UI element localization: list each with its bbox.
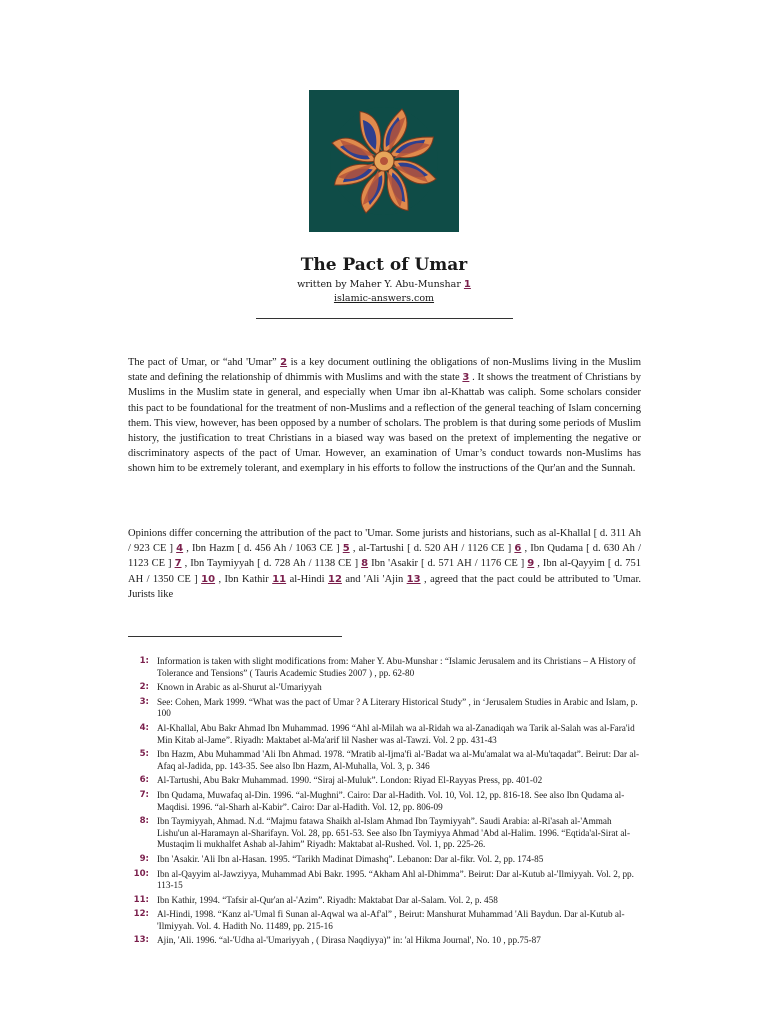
- footnote-text: Ibn 'Asakir. 'Ali Ibn al-Hasan. 1995. “Tarikh Madinat Dimashq”. Lebanon: Dar al-fikr. Vol. 2, pp. 174-85: [157, 853, 544, 864]
- footnote-number[interactable]: 7:: [139, 789, 149, 800]
- footnote-3: [125, 697, 645, 720]
- paragraph-text: . It shows the treatment of Christians by Muslims in the Muslim state in general, and especially when Umar ibn al-Khattab was caliph. Some scholars consider this pact to be foundational for the treatment of non-Muslims and a reflection of the general teaching of Islam concerning them. This view, however, has been opposed by a number of scholars. The problem is that during some periods of Muslim history, the justification to treat Christians in a biased way was based on the pretext of implementing the negative or discriminatory aspects of the pact of Umar. However, an examination of Umar’s conduct towards non-Muslims has shown him to be extremely tolerant, and exemplary in his efforts to follow the instructions of the Qur'an and the Sunnah.: [128, 372, 641, 475]
- paragraph-text: Ibn 'Asakir [ d. 571 AH / 1176 CE ]: [368, 558, 528, 570]
- paragraph-text: , al-Tartushi [ d. 520 AH / 1126 CE ]: [349, 543, 515, 555]
- footnote-13: [125, 935, 645, 947]
- footnote-number[interactable]: 5:: [139, 749, 149, 760]
- footnote-text: Al-Tartushi, Abu Bakr Muhammad. 1990. “Siraj al-Muluk”. London: Riyad El-Rayyas Press, pp. 401-02: [157, 775, 543, 786]
- footnote-11: [125, 895, 645, 907]
- footnotes-list: [125, 656, 645, 950]
- footnote-10: [125, 869, 645, 892]
- footnote-ref-7[interactable]: 7: [174, 558, 182, 570]
- footnote-4: [125, 723, 645, 746]
- paragraph-text: , Ibn Qudama [ d. 630 Ah / 1123 CE ]: [128, 543, 641, 570]
- paragraph-text: , Ibn al-Qayyim [ d. 751 AH / 1350 CE ]: [128, 558, 641, 585]
- footnote-text: Ibn Hazm, Abu Muhammad 'Ali Ibn Ahmad. 1978. “Mratib al-Ijma'fi al-'Badat wa al-Mu'amalat wa al-Mu'taqadat”. Beirut: Dar al-Afaq al-Jadida, pp. 143-35. See also Ibn Hazm, Al-Muhalla, Vol. 3, p. 346: [157, 749, 640, 771]
- footnote-number[interactable]: 6:: [139, 775, 149, 786]
- paragraph-text: The pact of Umar, or “ahd 'Umar”: [128, 357, 281, 368]
- footnote-ref-1[interactable]: 1: [463, 279, 471, 290]
- intro-paragraph: [128, 355, 641, 477]
- paragraph-text: , Ibn Hazm [ d. 456 Ah / 1063 CE ]: [183, 543, 343, 555]
- footnote-7: [125, 790, 645, 813]
- page-title: The Pact of Umar: [300, 255, 468, 275]
- footnote-ref-5[interactable]: 5: [342, 543, 350, 555]
- footnote-2: [125, 682, 645, 694]
- footnote-number[interactable]: 13:: [133, 935, 149, 946]
- byline-author: written by Maher Y. Abu-Munshar: [297, 279, 461, 290]
- footnote-number[interactable]: 1:: [139, 656, 149, 666]
- rosette-emblem: [309, 90, 459, 232]
- footnote-ref-12[interactable]: 12: [328, 573, 342, 585]
- footnote-number[interactable]: 3:: [139, 696, 149, 707]
- footnote-ref-13[interactable]: 13: [406, 573, 421, 585]
- footnote-text: Information is taken with slight modifications from: Maher Y. Abu-Munshar : “Islamic Jerusalem and its Christians – A History of Tolerance and Tensions” ( Tauris Academic Studies 2007 ) , pp. 62-80: [157, 656, 636, 678]
- footnote-number[interactable]: 10:: [133, 868, 149, 879]
- footnote-ref-10[interactable]: 10: [201, 573, 216, 585]
- footnote-text: Al-Hindi, 1998. “Kanz al-'Umal fi Sunan al-Aqwal wa al-Af'al” , Beirut: Manshurat Muhammad 'Ali Baydun. Dar al-Kutub al-'Ilmiyyah. Vol. 4. Hadith No. 11489, pp. 215-16: [157, 909, 625, 931]
- paragraph-text: is a key document outlining the obligations of non-Muslims living in the Muslim state and defining the relationship of dhimmis with Muslims and with the state: [128, 357, 641, 384]
- footnote-text: Al-Khallal, Abu Bakr Ahmad Ibn Muhammad. 1996 “Ahl al-Milah wa al-Ridah wa al-Zanadiqah wa Tarik al-Salah was al-Fara'id Min Kitab al-Jame”. Riyadh: Maktabet al-Ma'arif lil Nasher was al-Tawzi. Vol. 2 pp. 431-43: [157, 722, 635, 745]
- title-divider: [256, 318, 513, 319]
- footnote-text: Known in Arabic as al-Shurut al-'Umariyyah: [157, 682, 322, 693]
- footnote-text: See: Cohen, Mark 1999. “What was the pact of Umar ? A Literary Historical Study” , in ‘Jerusalem Studies in Arabic and Islam, p. 100: [157, 696, 638, 719]
- footnote-ref-2[interactable]: 2: [280, 357, 288, 368]
- byline: [0, 279, 768, 290]
- footnote-8: [125, 816, 645, 851]
- footnote-number[interactable]: 11:: [133, 894, 149, 905]
- paragraph-text: , Ibn Kathir: [215, 573, 273, 585]
- footnote-ref-8[interactable]: 8: [361, 558, 369, 570]
- footnote-text: Ibn al-Qayyim al-Jawziyya, Muhammad Abi Bakr. 1995. “Akham Ahl al-Dhimma”. Beirut: Dar al-Kutub al-'Ilmiyyah. Vol. 2, pp. 113-15: [157, 868, 634, 891]
- footnote-ref-3[interactable]: 3: [462, 372, 470, 384]
- paragraph-text: and 'Ali 'Ajin: [341, 573, 407, 585]
- footnote-number[interactable]: 9:: [139, 853, 149, 864]
- footnote-text: Ajin, 'Ali. 1996. “al-'Udha al-'Umariyyah , ( Dirasa Naqdiyya)” in: 'al Hikma Journal', No. 10 , pp.75-87: [157, 935, 541, 946]
- footnote-ref-11[interactable]: 11: [272, 573, 287, 585]
- footnote-number[interactable]: 8:: [139, 816, 149, 827]
- paragraph-text: al-Hindi: [286, 573, 328, 585]
- attribution-paragraph: [128, 526, 641, 602]
- paragraph-text: , Ibn Taymiyyah [ d. 728 Ah / 1138 CE ]: [181, 558, 362, 570]
- source-link[interactable]: islamic-answers.com: [333, 293, 435, 304]
- footnote-ref-9[interactable]: 9: [527, 558, 535, 570]
- footnote-number[interactable]: 4:: [139, 722, 149, 733]
- footnote-text: Ibn Qudama, Muwafaq al-Din. 1996. “al-Mughni”. Cairo: Dar al-Hadith. Vol. 10, Vol. 12, pp. 816-18. See also Ibn Qudama al-Maqdisi. 1996. “al-Sharh al-Kabir”. Cairo: Dar al-Hadith. Vol. 12, pp. 806-09: [157, 789, 625, 812]
- footnote-ref-6[interactable]: 6: [514, 543, 522, 555]
- footnote-9: [125, 854, 645, 866]
- footnote-number[interactable]: 2:: [139, 682, 149, 693]
- rosette-icon: [309, 90, 459, 232]
- footnote-ref-4[interactable]: 4: [176, 543, 184, 555]
- footnote-text: Ibn Kathir, 1994. “Tafsir al-Qur'an al-'Azim”. Riyadh: Maktabat Dar al-Salam. Vol. 2, p. 458: [157, 894, 498, 905]
- footnote-5: [125, 749, 645, 772]
- footnote-text: Ibn Taymiyyah, Ahmad. N.d. “Majmu fatawa Shaikh al-Islam Ahmad Ibn Taymiyyah”. Saudi Arabia: al-Ri'asah al-'Ammah Lishu'un al-Haramayn al-Sharifayn. Vol. 28, pp. 651-53. See also Ibn Taymiyya Ahmad 'Abd al-Halim. 1996. “Eqtida'al-Sirat al-Mustaqim li mukhalfet Ashab al-Jahim” Riyadh: Maktabat al-Rushed. Vol. 1, pp. 225-26.: [157, 816, 631, 850]
- paragraph-text: , agreed that the pact could be attributed to 'Umar. Jurists like: [128, 573, 642, 600]
- footnotes-divider: [128, 636, 342, 637]
- paragraph-text: Opinions differ concerning the attribution of the pact to 'Umar. Some jurists and historians, such as al-Khallal [ d. 311 Ah / 923 CE ]: [128, 528, 641, 555]
- footnote-1: [125, 656, 645, 679]
- footnote-6: [125, 775, 645, 787]
- footnote-12: [125, 909, 645, 932]
- footnote-number[interactable]: 12:: [133, 909, 149, 920]
